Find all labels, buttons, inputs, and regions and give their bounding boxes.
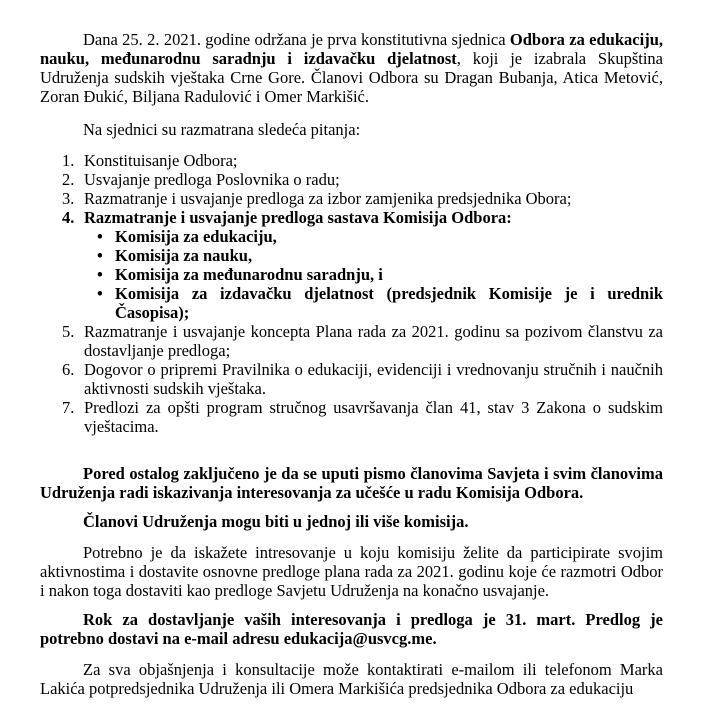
agenda-item-text: Razmatranje i usvajanje koncepta Plana rada za 2021. godinu sa pozivom članstvu za dostavljanje predloga; (84, 322, 663, 360)
bullet-marker: • (97, 246, 103, 265)
agenda-item-3 (40, 189, 663, 208)
agenda-item-number: 7. (62, 398, 75, 417)
paragraph-agenda-lead: Na sjednici su razmatrana sledeća pitanja: (83, 120, 361, 139)
bullet-marker: • (97, 265, 103, 284)
agenda-item-number: 4. (62, 208, 75, 227)
agenda-item-number: 6. (62, 360, 75, 379)
committee-item-1 (40, 227, 663, 246)
agenda-item-text: Konstituisanje Odbora; (84, 151, 238, 170)
agenda-item-text: Razmatranje i usvajanje predloga sastava Komisija Odbora: (84, 208, 512, 227)
agenda-item-number: 2. (62, 170, 75, 189)
committee-item-3 (40, 265, 663, 284)
committee-item-text: Komisija za nauku, (115, 246, 253, 265)
paragraph-membership: Članovi Udruženja mogu biti u jednoj ili više komisija. (83, 512, 469, 531)
committee-item-text: Komisija za edukaciju, (115, 227, 277, 246)
agenda-item-6 (40, 360, 663, 398)
committee-item-2 (40, 246, 663, 265)
agenda-item-7 (40, 398, 663, 436)
email-address: edukacija@usvcg.me (283, 629, 433, 648)
committees-list (40, 227, 663, 322)
committee-item-text: Komisija za izdavačku djelatnost (predsjednik Komisije je i urednik Časopisa); (115, 284, 663, 322)
agenda-item-text: Razmatranje i usvajanje predloga za izbor zamjenika predsjednika Obora; (84, 189, 572, 208)
committee-item-text: Komisija za međunarodnu saradnju, i (115, 265, 383, 284)
deadline-text-start: Rok za dostavljanje vaših interesovanja i predloga je 31. mart. Predlog je potrebno dostavi na e-mail adresu (40, 610, 663, 648)
intro-text-end: , koji je izabrala Skupština Udruženja sudskih vještaka Crne Gore. Članovi Odbora su Dragan Bubanja, Atica Metović, Zoran Đukić, Biljana Radulović i Omer Markišić. (40, 49, 664, 106)
agenda-item-1 (40, 151, 663, 170)
agenda-item-text: Dogovor o pripremi Pravilnika o edukaciji, evidenciji i vrednovanju stručnih i naučnih aktivnosti sudskih vještaka. (84, 360, 663, 398)
committee-item-4 (40, 284, 663, 322)
paragraph-conclusion: Pored ostalog zaključeno je da se uputi pismo članovima Savjeta i svim članovima Udruženja radi iskazivanja interesovanja za učešće u radu Komisija Odbora. (40, 464, 663, 502)
paragraph-instructions: Potrebno je da iskažete intresovanje u koju komisiju želite da participirate svojim aktivnostima i dostavite osnovne predloge plana rada za 2021. godinu koje će razmotri Odbor i nakon toga dostaviti kao predloge Savjetu Udruženja na konačno usvajanje. (40, 543, 663, 600)
bullet-marker: • (97, 284, 103, 303)
agenda-item-2 (40, 170, 663, 189)
intro-text-start: Dana 25. 2. 2021. godine održana je prva konstitutivna sjednica (83, 30, 510, 49)
paragraph-intro (40, 30, 663, 106)
agenda-item-text: Usvajanje predloga Poslovnika o radu; (84, 170, 340, 189)
agenda-item-number: 3. (62, 189, 75, 208)
agenda-item-text: Predlozi za opšti program stručnog usavršavanja član 41, stav 3 Zakona o sudskim vještacima. (84, 398, 663, 436)
bullet-marker: • (97, 227, 103, 246)
agenda-item-5 (40, 322, 663, 360)
committee-name-bold: Odbora za edukaciju, nauku, međunarodnu saradnju i izdavačku djelatnost (40, 30, 663, 68)
agenda-list (40, 151, 663, 436)
agenda-item-4 (40, 208, 663, 227)
agenda-item-number: 1. (62, 151, 75, 170)
paragraph-deadline (40, 610, 663, 648)
agenda-item-number: 5. (62, 322, 75, 341)
deadline-text-end: . (432, 629, 437, 648)
paragraph-contact: Za sva objašnjenja i konsultacije može kontaktirati e-mailom ili telefonom Marka Lakića potpredsjednika Udruženja ili Omera Markišića predsjednika Odbora za edukaciju (40, 660, 663, 698)
